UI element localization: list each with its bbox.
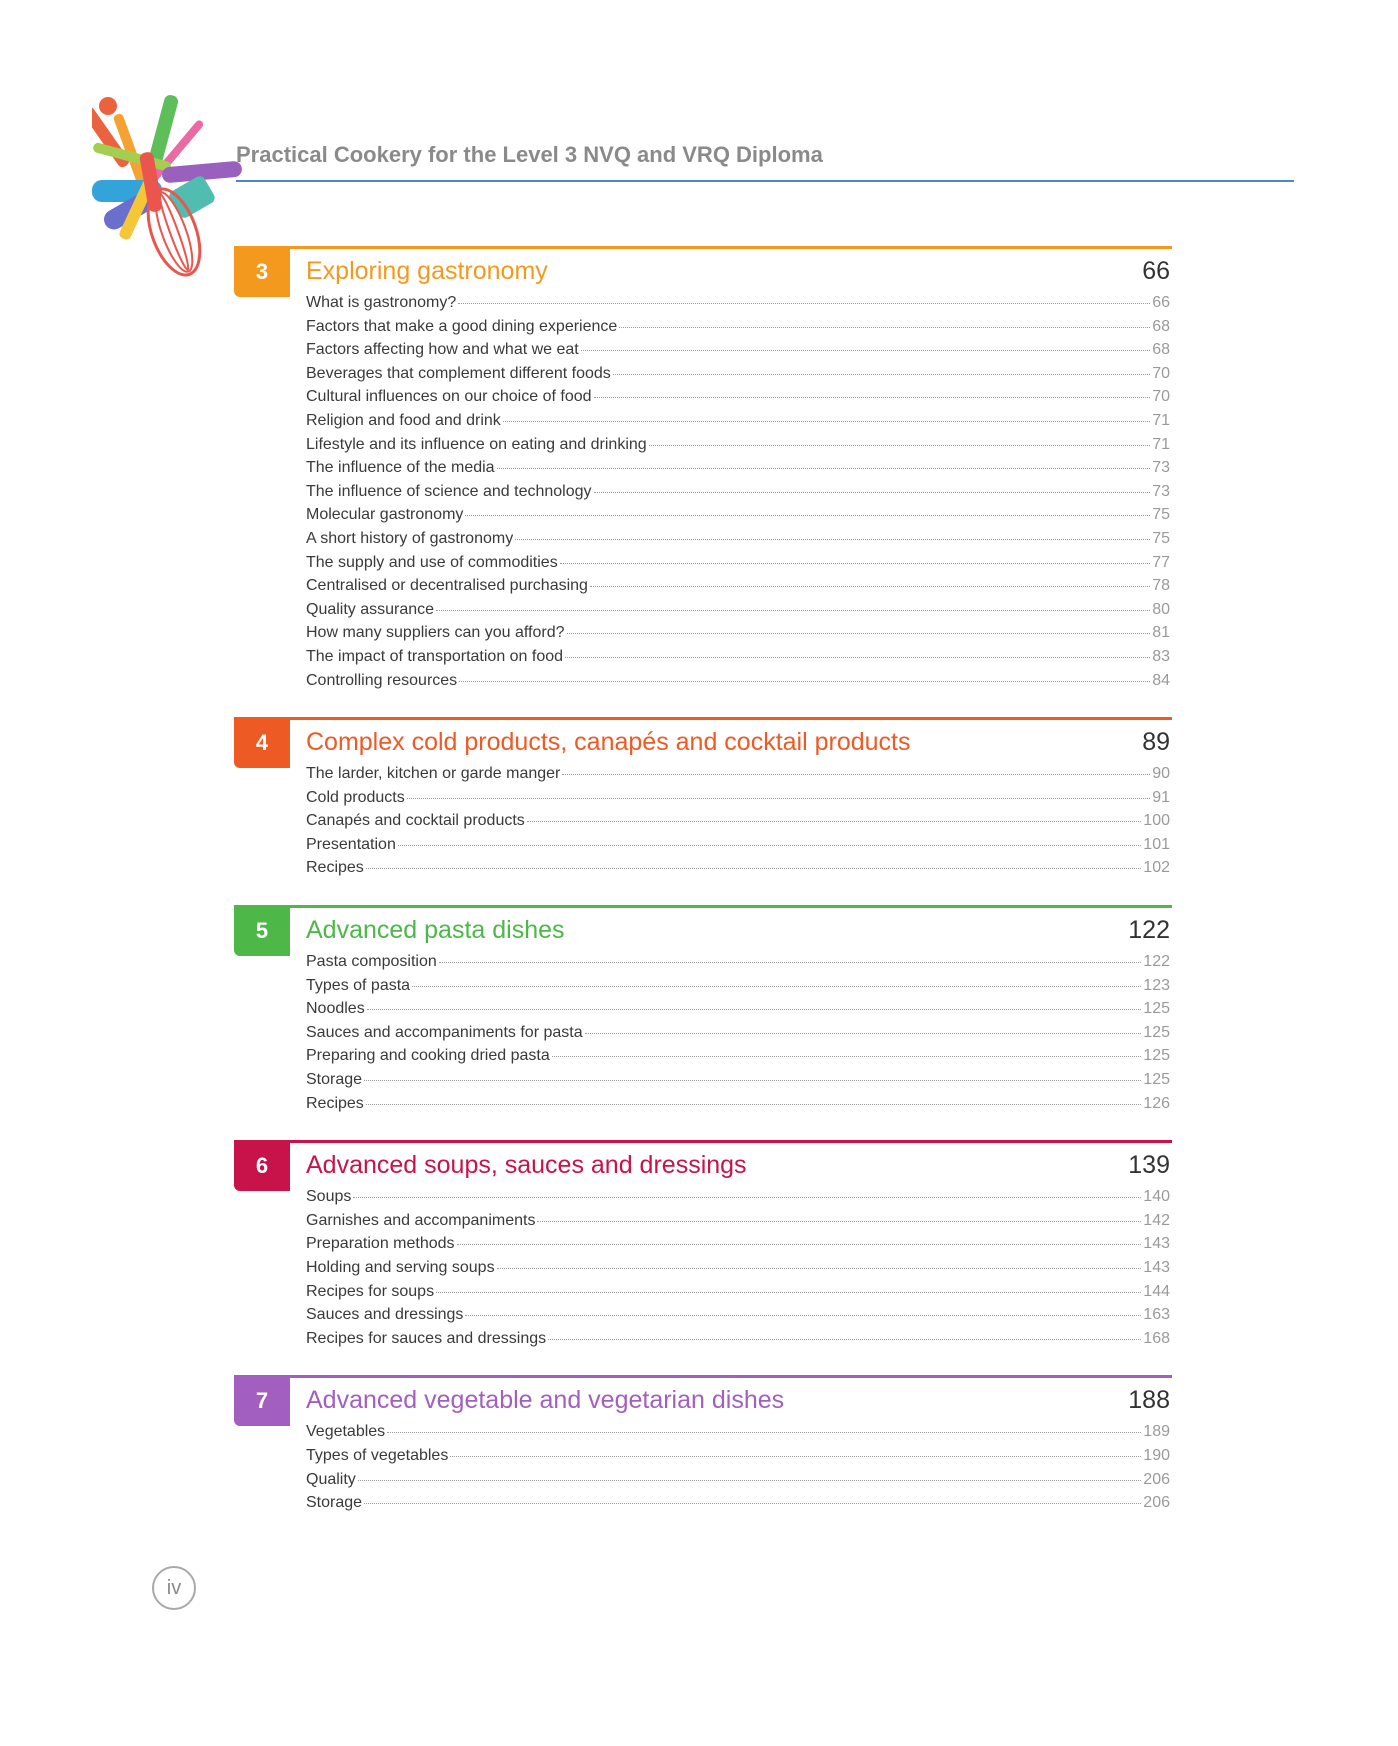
toc-entry-page: 140 — [1143, 1188, 1170, 1206]
toc-entry-label: Recipes for sauces and dressings — [306, 1329, 547, 1347]
toc-entry-page: 80 — [1152, 600, 1170, 618]
toc-entry-page: 125 — [1143, 1023, 1170, 1041]
toc-entry[interactable] — [306, 1071, 1170, 1095]
dot-leader — [439, 962, 1142, 963]
toc-entry[interactable] — [306, 1423, 1170, 1447]
toc-entry[interactable] — [306, 624, 1170, 648]
chapter-title: Complex cold products, canapés and cocktail products — [306, 728, 911, 757]
toc-entry[interactable] — [306, 294, 1170, 318]
toc-entry-page: 143 — [1143, 1259, 1170, 1276]
page-folio: iv — [152, 1566, 196, 1610]
toc-entry-page: 206 — [1143, 1494, 1170, 1512]
toc-entry-label: Cultural influences on our choice of food — [306, 388, 592, 406]
toc-entry[interactable] — [306, 1494, 1170, 1518]
toc-entry-page: 77 — [1152, 553, 1170, 571]
chapter-title: Exploring gastronomy — [306, 257, 548, 285]
toc-entry-page: 66 — [1152, 294, 1170, 311]
chapter-entry-list — [306, 1188, 1170, 1353]
toc-entry[interactable] — [306, 1259, 1170, 1283]
toc-entry-page: 102 — [1143, 859, 1170, 877]
toc-entry-page: 75 — [1152, 529, 1170, 547]
dot-leader — [590, 586, 1150, 587]
toc-entry-page: 206 — [1143, 1470, 1170, 1488]
toc-entry-label: Recipes for soups — [306, 1282, 435, 1300]
toc-entry-page: 73 — [1152, 459, 1170, 477]
toc-entry-label: Beverages that complement different foods — [306, 364, 611, 382]
toc-entry-label: Preparation methods — [306, 1235, 455, 1253]
toc-entry-label: Recipes — [306, 859, 364, 877]
dot-leader — [412, 986, 1141, 987]
toc-entry[interactable] — [306, 412, 1170, 436]
toc-entry-page: 75 — [1152, 506, 1170, 524]
toc-entry[interactable] — [306, 483, 1170, 507]
chapter-number-badge: 4 — [234, 717, 290, 768]
toc-entry[interactable] — [306, 1212, 1170, 1236]
toc-entry-label: Molecular gastronomy — [306, 506, 464, 524]
chapter-heading[interactable] — [306, 249, 1170, 294]
dot-leader — [515, 539, 1150, 540]
toc-entry-label: A short history of gastronomy — [306, 529, 514, 547]
table-of-contents — [234, 246, 1172, 1540]
chapter-section — [234, 905, 1172, 1118]
chapter-entry-list — [306, 765, 1170, 883]
dot-leader — [358, 1480, 1142, 1481]
toc-entry-label: What is gastronomy? — [306, 294, 457, 311]
toc-entry-label: Pasta composition — [306, 953, 437, 971]
dot-leader — [436, 1292, 1141, 1293]
toc-entry-page: 73 — [1152, 482, 1170, 500]
dot-leader — [613, 374, 1150, 375]
toc-entry[interactable] — [306, 977, 1170, 1001]
toc-entry-page: 71 — [1152, 411, 1170, 429]
toc-entry-page: 144 — [1143, 1282, 1170, 1300]
dot-leader — [548, 1339, 1141, 1340]
toc-entry[interactable] — [306, 436, 1170, 460]
dot-leader — [503, 421, 1150, 422]
dot-leader — [581, 350, 1150, 351]
toc-entry-label: Preparing and cooking dried pasta — [306, 1047, 550, 1065]
toc-entry[interactable] — [306, 388, 1170, 412]
toc-entry[interactable] — [306, 1188, 1170, 1212]
dot-leader — [537, 1221, 1141, 1222]
chapter-page-number: 139 — [1128, 1151, 1170, 1180]
book-title: Practical Cookery for the Level 3 NVQ and VRQ Diploma — [236, 142, 823, 167]
toc-entry-page: 100 — [1143, 812, 1170, 830]
chapter-page-number: 188 — [1128, 1386, 1170, 1415]
dot-leader — [465, 515, 1150, 516]
toc-entry-page: 190 — [1143, 1446, 1170, 1464]
toc-entry-page: 142 — [1143, 1211, 1170, 1229]
toc-entry[interactable] — [306, 577, 1170, 601]
toc-entry[interactable] — [306, 765, 1170, 789]
toc-entry[interactable] — [306, 554, 1170, 578]
toc-entry[interactable] — [306, 459, 1170, 483]
chapter-page-number: 122 — [1128, 916, 1170, 945]
toc-entry-page: 189 — [1143, 1423, 1170, 1441]
toc-entry-label: Quality — [306, 1470, 356, 1488]
toc-entry[interactable] — [306, 859, 1170, 883]
chapter-number-badge: 3 — [234, 246, 290, 297]
toc-entry-page: 143 — [1143, 1235, 1170, 1253]
utensils-logo-icon — [92, 92, 242, 282]
chapter-section — [234, 1375, 1172, 1517]
toc-entry-label: The supply and use of commodities — [306, 553, 558, 571]
toc-entry-page: 78 — [1152, 577, 1170, 595]
dot-leader — [560, 563, 1151, 564]
chapter-heading[interactable] — [306, 1143, 1170, 1188]
toc-entry[interactable] — [306, 672, 1170, 696]
chapter-page-number: 89 — [1142, 728, 1170, 757]
toc-entry-label: Presentation — [306, 835, 396, 853]
toc-entry[interactable] — [306, 1095, 1170, 1119]
toc-entry-page: 70 — [1152, 388, 1170, 406]
toc-entry-label: The influence of the media — [306, 459, 495, 477]
dot-leader — [364, 1080, 1141, 1081]
toc-entry-label: Religion and food and drink — [306, 411, 501, 429]
dot-leader — [619, 327, 1150, 328]
dot-leader — [565, 657, 1150, 658]
dot-leader — [458, 303, 1150, 304]
dot-leader — [649, 445, 1151, 446]
toc-entry[interactable] — [306, 506, 1170, 530]
chapter-heading[interactable] — [306, 720, 1170, 765]
toc-entry[interactable] — [306, 341, 1170, 365]
toc-entry[interactable] — [306, 1306, 1170, 1330]
toc-entry-page: 125 — [1143, 1071, 1170, 1089]
dot-leader — [552, 1056, 1142, 1057]
dot-leader — [497, 1268, 1142, 1269]
chapter-section — [234, 246, 1172, 695]
toc-entry-label: Vegetables — [306, 1423, 386, 1441]
toc-entry-page: 81 — [1152, 624, 1170, 642]
toc-entry-label: Centralised or decentralised purchasing — [306, 577, 588, 595]
toc-entry-page: 168 — [1143, 1329, 1170, 1347]
toc-entry[interactable] — [306, 1000, 1170, 1024]
toc-entry-page: 71 — [1152, 435, 1170, 453]
toc-entry-page: 68 — [1152, 341, 1170, 359]
toc-entry-label: Noodles — [306, 1000, 365, 1018]
toc-entry-page: 123 — [1143, 976, 1170, 994]
dot-leader — [585, 1033, 1142, 1034]
toc-entry[interactable] — [306, 365, 1170, 389]
chapter-number-badge: 5 — [234, 905, 290, 956]
toc-entry[interactable] — [306, 1471, 1170, 1495]
dot-leader — [567, 633, 1151, 634]
dot-leader — [450, 1456, 1141, 1457]
toc-entry-page: 70 — [1152, 364, 1170, 382]
toc-entry-label: The influence of science and technology — [306, 482, 592, 500]
toc-entry-label: Sauces and dressings — [306, 1306, 464, 1324]
toc-entry-label: How many suppliers can you afford? — [306, 624, 565, 642]
dot-leader — [436, 610, 1150, 611]
toc-entry-label: The impact of transportation on food — [306, 647, 564, 665]
chapter-heading[interactable] — [306, 908, 1170, 953]
toc-entry-label: Holding and serving soups — [306, 1259, 495, 1276]
toc-entry[interactable] — [306, 812, 1170, 836]
toc-entry-page: 163 — [1143, 1306, 1170, 1324]
toc-entry[interactable] — [306, 836, 1170, 860]
dot-leader — [366, 868, 1141, 869]
toc-entry-label: Lifestyle and its influence on eating and drinking — [306, 435, 647, 453]
chapter-section — [234, 1140, 1172, 1353]
toc-entry[interactable] — [306, 1047, 1170, 1071]
chapter-number-badge: 6 — [234, 1140, 290, 1191]
chapter-page-number: 66 — [1142, 257, 1170, 285]
chapter-entry-list — [306, 1423, 1170, 1517]
chapter-heading[interactable] — [306, 1378, 1170, 1423]
chapter-title: Advanced pasta dishes — [306, 916, 565, 945]
dot-leader — [387, 1432, 1141, 1433]
dot-leader — [353, 1197, 1141, 1198]
toc-entry-label: Factors that make a good dining experience — [306, 317, 618, 335]
toc-entry-label: Recipes — [306, 1094, 364, 1112]
dot-leader — [594, 492, 1151, 493]
dot-leader — [562, 774, 1150, 775]
chapter-section — [234, 717, 1172, 883]
toc-entry-page: 83 — [1152, 647, 1170, 665]
dot-leader — [367, 1009, 1142, 1010]
toc-entry[interactable] — [306, 1447, 1170, 1471]
dot-leader — [364, 1503, 1141, 1504]
toc-entry-label: Types of pasta — [306, 976, 411, 994]
toc-entry-label: Factors affecting how and what we eat — [306, 341, 579, 359]
toc-entry-page: 90 — [1152, 765, 1170, 783]
toc-entry-label: Controlling resources — [306, 671, 458, 689]
toc-entry-label: Soups — [306, 1188, 352, 1206]
dot-leader — [459, 681, 1150, 682]
dot-leader — [366, 1104, 1141, 1105]
dot-leader — [465, 1315, 1141, 1316]
dot-leader — [398, 845, 1141, 846]
toc-entry[interactable] — [306, 318, 1170, 342]
header-rule — [236, 180, 1294, 182]
dot-leader — [497, 468, 1151, 469]
toc-entry-page: 84 — [1152, 671, 1170, 689]
chapter-title: Advanced soups, sauces and dressings — [306, 1151, 747, 1180]
toc-entry-page: 91 — [1152, 788, 1170, 806]
toc-entry-label: Garnishes and accompaniments — [306, 1211, 536, 1229]
toc-entry-label: Storage — [306, 1494, 363, 1512]
toc-entry[interactable] — [306, 1283, 1170, 1307]
toc-entry-label: Storage — [306, 1071, 363, 1089]
toc-entry-page: 126 — [1143, 1094, 1170, 1112]
dot-leader — [527, 821, 1142, 822]
toc-entry-label: Cold products — [306, 788, 405, 806]
dot-leader — [594, 397, 1151, 398]
chapter-entry-list — [306, 294, 1170, 695]
toc-entry[interactable] — [306, 1330, 1170, 1354]
dot-leader — [407, 798, 1150, 799]
chapter-entry-list — [306, 953, 1170, 1118]
toc-entry[interactable] — [306, 953, 1170, 977]
dot-leader — [457, 1244, 1142, 1245]
toc-entry-label: Sauces and accompaniments for pasta — [306, 1023, 583, 1041]
toc-entry[interactable] — [306, 648, 1170, 672]
toc-entry-label: The larder, kitchen or garde manger — [306, 765, 561, 783]
chapter-title: Advanced vegetable and vegetarian dishes — [306, 1386, 785, 1415]
toc-entry-page: 101 — [1143, 835, 1170, 853]
toc-entry[interactable] — [306, 1235, 1170, 1259]
toc-entry-page: 125 — [1143, 1000, 1170, 1018]
toc-entry-page: 122 — [1143, 953, 1170, 971]
chapter-number-badge: 7 — [234, 1375, 290, 1426]
toc-entry-label: Quality assurance — [306, 600, 435, 618]
toc-entry-label: Types of vegetables — [306, 1446, 449, 1464]
toc-entry[interactable] — [306, 1024, 1170, 1048]
toc-entry[interactable] — [306, 789, 1170, 813]
toc-entry-label: Canapés and cocktail products — [306, 812, 525, 830]
toc-entry-page: 68 — [1152, 317, 1170, 335]
toc-entry[interactable] — [306, 601, 1170, 625]
toc-entry-page: 125 — [1143, 1047, 1170, 1065]
toc-entry[interactable] — [306, 530, 1170, 554]
